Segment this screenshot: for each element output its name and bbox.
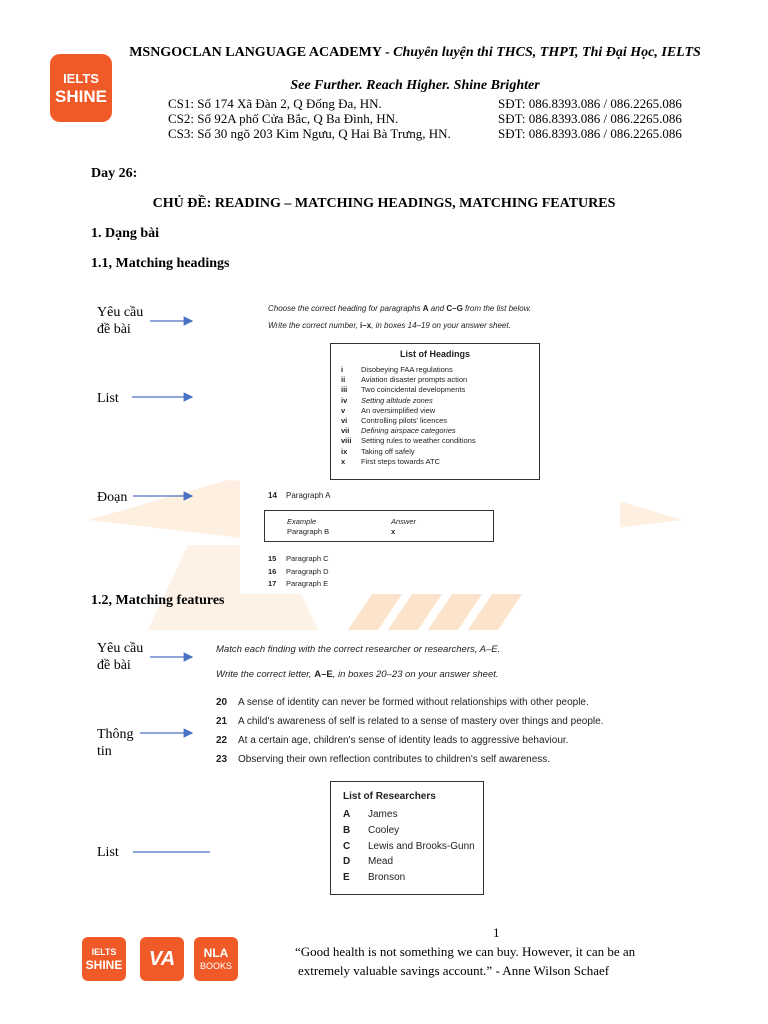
researcher-name: Lewis and Brooks-Gunn [368, 840, 475, 852]
paragraph-num: 15 [268, 554, 277, 563]
heading-item [341, 406, 539, 416]
fig1-instr1-e: from the list below. [462, 304, 532, 313]
researcher-letter: E [343, 872, 350, 884]
footer-logo1-top: IELTS [91, 946, 117, 957]
finding-item [216, 731, 603, 750]
paragraph-item [268, 566, 329, 579]
researcher-name: Mead [368, 856, 394, 868]
paragraph-text: Paragraph C [286, 554, 329, 563]
footer-logo3-bottom: BOOKS [199, 961, 232, 971]
section-1-2-heading: 1.2, Matching features [91, 593, 225, 608]
paragraph-text: Paragraph E [286, 579, 329, 588]
finding-num: 20 [216, 697, 228, 708]
list-of-researchers-title: List of Researchers [343, 791, 436, 802]
tagline: See Further. Reach Higher. Shine Brighter [290, 78, 540, 93]
heading-item [341, 436, 539, 446]
heading-item [341, 457, 539, 467]
finding-num: 23 [216, 754, 228, 765]
footer-nla-books-logo [194, 937, 238, 981]
fig2-info-line1: Thông [97, 727, 134, 742]
heading-item [341, 375, 539, 385]
q14-text: Paragraph A [286, 491, 331, 500]
logo-text-bottom: SHINE [55, 86, 107, 106]
phone-1: SĐT: 086.8393.086 / 086.2265.086 [498, 96, 682, 111]
heading-num: ix [341, 446, 348, 456]
fig2-instruction-2 [216, 669, 499, 680]
finding-num: 21 [216, 716, 228, 727]
finding-text: At a certain age, children's sense of identity leads to aggressive behaviour. [238, 735, 569, 746]
heading-item [341, 416, 539, 426]
example-label: Example [287, 517, 317, 526]
heading-num: vi [341, 416, 348, 426]
heading-text: An oversimplified view [361, 405, 436, 415]
section-1-heading: 1. Dạng bài [91, 226, 160, 241]
heading-text: Controlling pilots' licences [361, 416, 448, 426]
fig1-instr1-a: Choose the correct heading for paragraphs [268, 304, 423, 313]
answer-value: x [391, 527, 396, 536]
heading-text: Taking off safely [361, 446, 415, 456]
heading-num: x [341, 456, 346, 466]
fig2-info-label [97, 726, 134, 760]
findings-list [216, 693, 603, 769]
heading-num: viii [341, 436, 352, 446]
fig1-instruction-2 [268, 321, 511, 330]
researcher-item [343, 870, 483, 886]
finding-text: Observing their own reflection contributes to children's self awareness. [238, 754, 551, 765]
phone-3: SĐT: 086.8393.086 / 086.2265.086 [498, 126, 682, 141]
address-2: CS2: Số 92A phố Cửa Bắc, Q Ba Đình, HN. [168, 111, 399, 126]
phone-2: SĐT: 086.8393.086 / 086.2265.086 [498, 111, 682, 126]
list-of-headings-box [330, 343, 540, 480]
heading-text: Setting rules to weather conditions [361, 436, 476, 446]
researcher-letter: B [343, 824, 351, 836]
researchers-list [331, 807, 483, 886]
fig2-request-label [97, 640, 143, 674]
footer-logo3-top: NLA [203, 946, 229, 960]
paragraph-text: Paragraph D [286, 566, 329, 576]
fig2-info-line2: tin [97, 744, 112, 759]
quote-line-1: “Good health is not something we can buy. However, it can be an [295, 944, 636, 959]
section-1-1-heading: 1.1, Matching headings [91, 256, 230, 271]
address-1: CS1: Số 174 Xã Đàn 2, Q Đống Đa, HN. [168, 96, 382, 111]
fig2-instr2-b: A–E [314, 669, 333, 680]
researcher-item [343, 823, 483, 839]
heading-text: Two coincidental developments [361, 385, 466, 395]
fig1-instr1-b: A [422, 304, 429, 313]
fig1-instruction-1 [268, 304, 531, 313]
fig1-paragraph-label: Đoạn [97, 490, 128, 505]
researcher-letter: C [343, 840, 351, 852]
list-of-headings-title: List of Headings [399, 349, 470, 359]
paragraph-num: 17 [268, 579, 277, 588]
fig2-instr2-a: Write the correct letter, [216, 669, 315, 680]
fig2-request-line2: đề bài [97, 658, 131, 673]
fig1-instr2-c: , in boxes 14–19 on your answer sheet. [371, 321, 511, 330]
footer-ielts-shine-logo [82, 937, 126, 981]
example-box [264, 510, 494, 542]
heading-text: Defining airspace categories [361, 426, 456, 436]
fig2-list-label: List [97, 845, 119, 860]
heading-num: vii [341, 426, 350, 436]
example-paragraph: Paragraph B [287, 527, 330, 536]
fig1-request-line2: đề bài [97, 322, 131, 337]
fig1-instr2-b: i–x [360, 321, 372, 330]
heading-num: iv [341, 395, 348, 405]
heading-item [341, 365, 539, 375]
paragraph-item [268, 578, 329, 591]
topic-heading: CHỦ ĐỀ: READING – MATCHING HEADINGS, MATCHING FEATURES [152, 196, 616, 211]
answer-label: Answer [391, 517, 417, 526]
question-14 [268, 491, 330, 500]
fig1-instr1-d: C–G [446, 304, 463, 313]
logo-text-top: IELTS [63, 70, 99, 86]
heading-item [341, 447, 539, 457]
title-separator: - [381, 45, 394, 60]
finding-item [216, 693, 603, 712]
heading-text: Aviation disaster prompts action [361, 375, 468, 385]
finding-item [216, 712, 603, 731]
footer-quote [295, 942, 635, 980]
footer-logo1-bottom: SHINE [85, 957, 123, 972]
fig1-list-label: List [97, 391, 119, 406]
researcher-name: Bronson [368, 872, 406, 884]
researcher-name: James [368, 809, 398, 820]
finding-text: A child's awareness of self is related to a sense of mastery over things and people. [238, 716, 604, 727]
heading-text: Setting altitude zones [361, 395, 433, 405]
academy-subtitle: Chuyên luyện thi THCS, THPT, Thi Đại Học, IELTS [393, 45, 701, 60]
fig1-instr1-c: and [428, 304, 447, 313]
day-heading: Day 26: [91, 166, 138, 181]
heading-num: ii [341, 375, 346, 385]
researcher-item [343, 854, 483, 870]
matching-features-figure [210, 638, 630, 900]
fig2-instruction-1: Match each finding with the correct researcher or researchers, A–E. [216, 644, 501, 655]
heading-num: v [341, 405, 346, 415]
researcher-letter: A [343, 809, 351, 820]
heading-item [341, 426, 539, 436]
matching-headings-figure [240, 298, 620, 594]
fig2-instr2-c: , in boxes 20–23 on your answer sheet. [332, 669, 499, 680]
quote-line-2: extremely valuable savings account.” - Anne Wilson Schaef [298, 963, 610, 978]
academy-name: MSNGOCLAN LANGUAGE ACADEMY [129, 45, 382, 60]
page-number: 1 [493, 925, 500, 940]
fig2-request-line1: Yêu cầu [97, 641, 144, 656]
heading-text: Disobeying FAA regulations [361, 365, 453, 374]
fig1-request-line1: Yêu cầu [97, 305, 144, 320]
headings-list [331, 365, 539, 467]
researcher-name: Cooley [368, 824, 400, 836]
heading-item [341, 396, 539, 406]
finding-text: A sense of identity can never be formed without relationships with other people. [238, 697, 589, 708]
finding-item [216, 750, 603, 769]
heading-num: i [341, 365, 344, 374]
q14-num: 14 [268, 491, 277, 500]
paragraph-item [268, 553, 329, 566]
paragraph-list [268, 553, 329, 591]
fig1-instr2-a: Write the correct number, [268, 321, 361, 330]
researcher-letter: D [343, 856, 351, 868]
footer-va-logo [140, 937, 184, 981]
heading-text: First steps towards ATC [361, 456, 441, 466]
paragraph-num: 16 [268, 566, 277, 576]
heading-num: iii [341, 385, 348, 395]
address-3: CS3: Số 30 ngõ 203 Kim Ngưu, Q Hai Bà Trưng, HN. [168, 126, 451, 141]
researcher-item [343, 807, 483, 823]
footer-logo2-text: VA [148, 948, 176, 970]
heading-item [341, 385, 539, 395]
list-of-researchers-box [330, 781, 484, 895]
finding-num: 22 [216, 735, 228, 746]
researcher-item [343, 839, 483, 855]
